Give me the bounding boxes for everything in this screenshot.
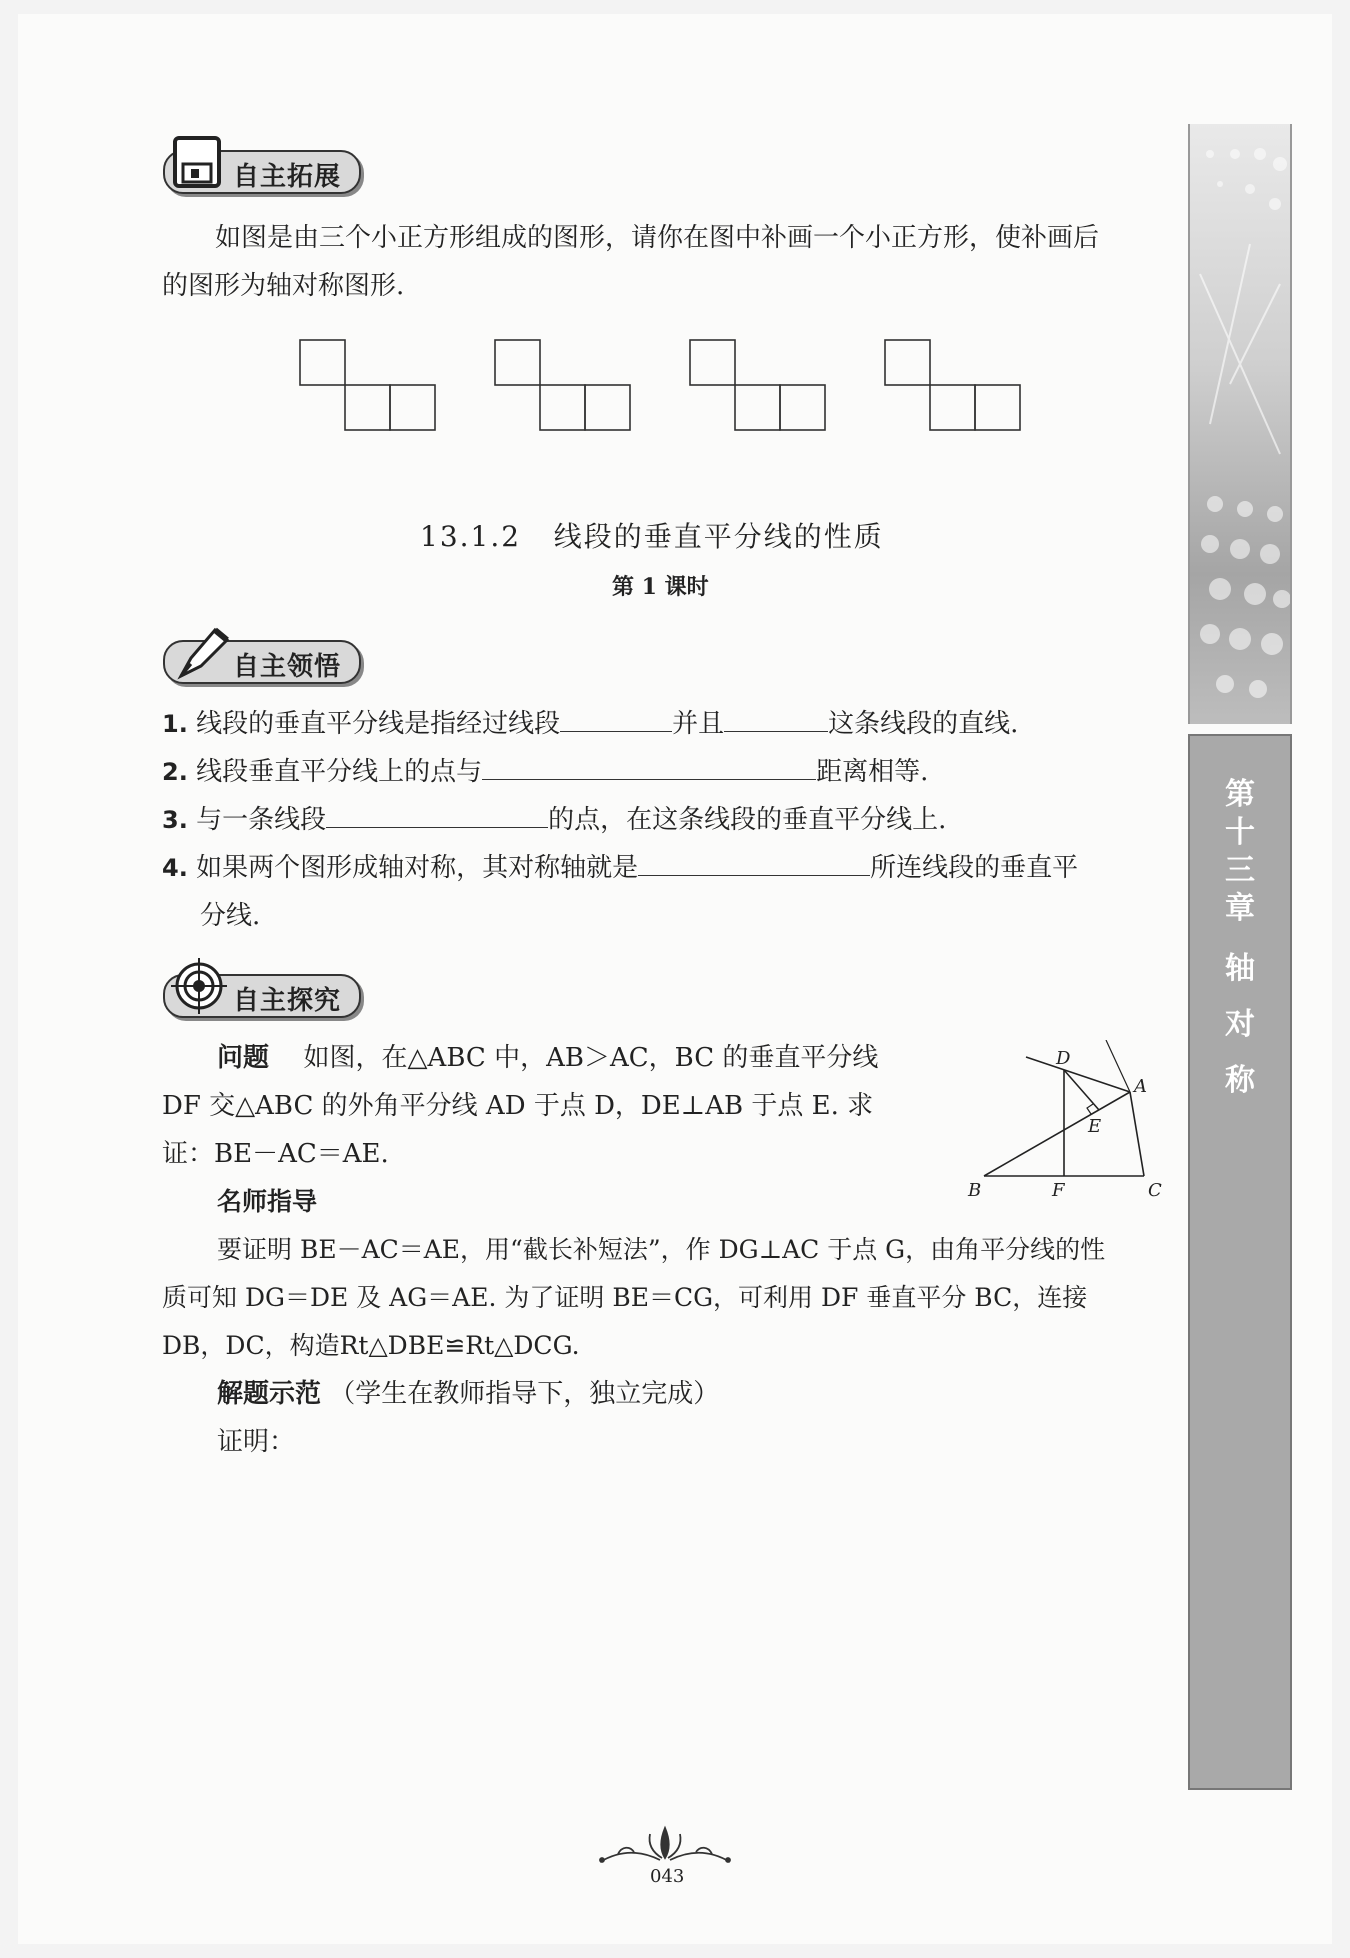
page-number: 043 (650, 1866, 685, 1887)
target-icon (171, 958, 227, 1014)
label-C: C (1148, 1180, 1162, 1200)
answer-blank[interactable] (724, 701, 828, 732)
floppy-disk-icon (171, 134, 223, 190)
section-badge-comprehension (163, 640, 361, 684)
guide-line3: DB，DC，构造Rt△DBE≌Rt△DCG. (162, 1331, 580, 1360)
pen-icon (171, 624, 231, 684)
list-item-4-continuation: 分线. (200, 901, 261, 931)
extension-text-line1: 如图是由三个小正方形组成的图形，请你在图中补画一个小正方形，使补画后 (215, 223, 1100, 253)
problem-line2: DF 交△ABC 的外角平分线 AD 于点 D，DE⊥AB 于点 E. 求 (162, 1091, 874, 1121)
list-item-3: 3. 与一条线段 的点，在这条线段的垂直平分线上. (162, 796, 946, 844)
right-angle-mark (1087, 1104, 1093, 1114)
lesson-title: 13.1.2 线段的垂直平分线的性质 (420, 520, 884, 553)
list-item-1: 1. 线段的垂直平分线是指经过线段 并且 这条线段的直线. (162, 700, 1018, 748)
section-badge-label: 自主领悟 (233, 652, 342, 682)
chapter-sidebar-decoration (1188, 124, 1292, 724)
label-D: D (1056, 1048, 1071, 1069)
triangle-figure (960, 1040, 1180, 1200)
square-figure-3 (690, 340, 825, 430)
answer-blank[interactable] (482, 749, 816, 780)
list-item-4: 4. 如果两个图形成轴对称，其对称轴就是 所连线段的垂直平 (162, 844, 1078, 892)
chapter-number: 第 十 三 章 轴 对 称 (1190, 776, 1290, 1100)
section-badge-label: 自主拓展 (233, 162, 342, 192)
section-badge-exploration (163, 974, 361, 1018)
segment-AC (1106, 1040, 1130, 1092)
square-figures (290, 335, 1030, 435)
floral-ornament-icon (590, 1820, 740, 1870)
segment-BA (984, 1092, 1130, 1176)
chapter-sidebar (1188, 734, 1292, 1790)
section-badge-label: 自主探究 (233, 986, 342, 1016)
answer-blank[interactable] (326, 797, 548, 828)
answer-blank[interactable] (560, 701, 672, 732)
problem-line1: 问题 如图，在△ABC 中，AB＞AC，BC 的垂直平分线 (217, 1043, 879, 1073)
square-figure-4 (885, 340, 1020, 430)
list-item-2: 2. 线段垂直平分线上的点与 距离相等. (162, 748, 928, 796)
problem-line3: 证：BE－AC＝AE. (162, 1139, 389, 1169)
guide-line1: 要证明 BE－AC＝AE，用“截长补短法”，作 DG⊥AC 于点 G，由角平分线的性 (217, 1235, 1106, 1264)
guide-line2: 质可知 DG＝DE 及 AG＝AE. 为了证明 BE＝CG，可利用 DF 垂直平分 BC，连接 (162, 1283, 1088, 1312)
section-badge-extension (163, 150, 361, 194)
halftone-pattern (1190, 124, 1290, 724)
proof-label: 证明： (217, 1427, 296, 1457)
chapter-title: 轴 对 称 (1225, 951, 1255, 1098)
label-B: B (968, 1180, 982, 1200)
label-F: F (1052, 1180, 1065, 1200)
extension-text-line2: 的图形为轴对称图形. (162, 271, 405, 301)
label-E: E (1088, 1116, 1102, 1137)
guide-label: 名师指导 (217, 1187, 318, 1216)
answer-blank[interactable] (638, 845, 870, 876)
lesson-subtitle: 第 1 课时 (612, 574, 709, 600)
solution-line: 解题示范 （学生在教师指导下，独立完成） (217, 1379, 720, 1409)
label-A: A (1134, 1076, 1147, 1097)
segment-AC-lower (1130, 1092, 1144, 1176)
square-figure-1 (300, 340, 435, 430)
square-figure-2 (495, 340, 630, 430)
